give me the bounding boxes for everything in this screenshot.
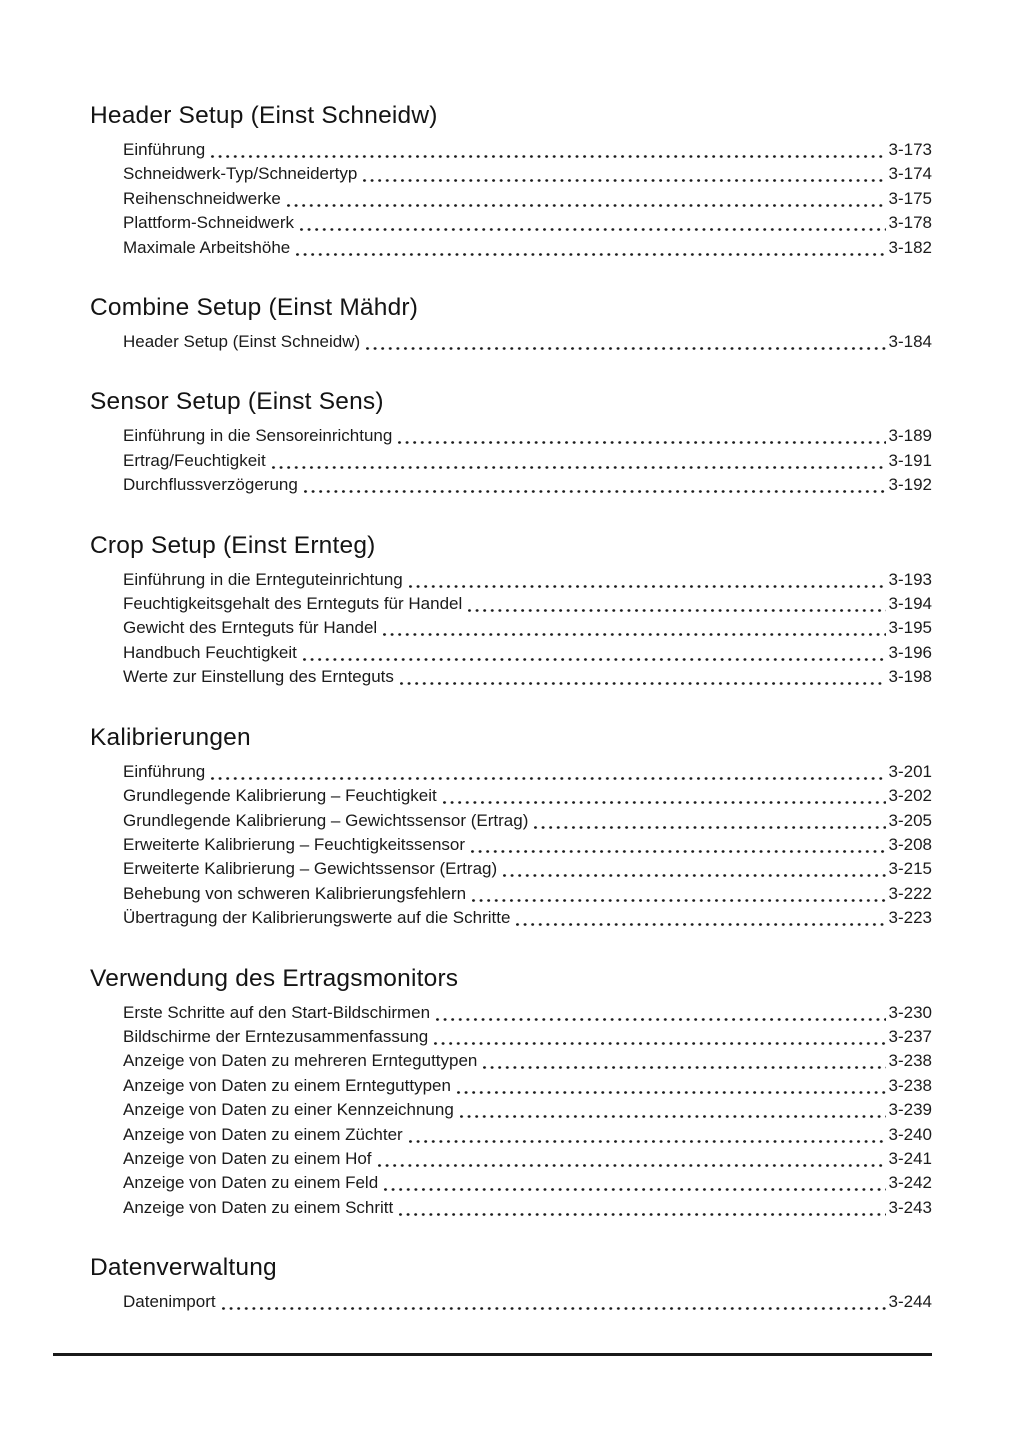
toc-entry-page-number: 3-222 bbox=[888, 883, 932, 903]
toc-entry-page-number: 3-173 bbox=[888, 140, 932, 159]
toc-entry-label: Einführung in die Sensoreinrichtung bbox=[123, 426, 393, 446]
toc-entry-page-number: 3-241 bbox=[888, 1148, 932, 1168]
toc-entry-page-number: 3-237 bbox=[888, 1026, 932, 1046]
toc-entry bbox=[90, 162, 932, 186]
dot-leader bbox=[457, 1074, 886, 1098]
toc-entry bbox=[90, 641, 932, 665]
dot-leader bbox=[272, 449, 886, 473]
toc-entry bbox=[90, 760, 932, 784]
toc-entry-label: Behebung von schweren Kalibrierungsfehlern bbox=[123, 883, 467, 903]
toc-entry-page-number: 3-238 bbox=[888, 1051, 932, 1071]
toc-entry bbox=[90, 1049, 932, 1073]
toc-entry-page-number: 3-196 bbox=[888, 642, 932, 662]
toc-entry bbox=[90, 473, 932, 497]
dot-leader bbox=[211, 138, 885, 162]
dot-leader bbox=[443, 784, 886, 808]
dot-leader bbox=[503, 857, 885, 881]
toc-entry-page-number: 3-215 bbox=[888, 859, 932, 879]
toc-entry-page-number: 3-195 bbox=[888, 618, 932, 638]
toc-entry-label: Erweiterte Kalibrierung – Feuchtigkeitssensor bbox=[123, 834, 466, 854]
toc-entry-label: Erweiterte Kalibrierung – Gewichtssensor (Ertrag) bbox=[123, 859, 498, 879]
toc-entry bbox=[90, 1025, 932, 1049]
dot-leader bbox=[378, 1147, 886, 1171]
dot-leader bbox=[399, 1196, 885, 1220]
toc-entry-page-number: 3-198 bbox=[888, 667, 932, 687]
section-title: Verwendung des Ertragsmonitors bbox=[90, 964, 459, 992]
dot-leader bbox=[398, 424, 885, 448]
toc-entry-label: Plattform-Schneidwerk bbox=[123, 213, 295, 233]
toc-entry-page-number: 3-182 bbox=[888, 237, 932, 257]
dot-leader bbox=[516, 906, 885, 930]
section-title: Sensor Setup (Einst Sens) bbox=[90, 388, 384, 416]
section-title: Datenverwaltung bbox=[90, 1254, 277, 1282]
toc-section bbox=[90, 102, 932, 260]
toc-entry-label: Gewicht des Ernteguts für Handel bbox=[123, 618, 378, 638]
dot-leader bbox=[409, 568, 886, 592]
toc-entry-label: Datenimport bbox=[123, 1292, 216, 1312]
toc-entry-label: Durchflussverzögerung bbox=[123, 475, 298, 495]
toc-entry bbox=[90, 449, 932, 473]
section-title: Crop Setup (Einst Ernteg) bbox=[90, 531, 376, 559]
toc-entry-page-number: 3-239 bbox=[888, 1100, 932, 1120]
toc-entry-label: Werte zur Einstellung des Ernteguts bbox=[123, 667, 394, 687]
toc-entry-page-number: 3-230 bbox=[888, 1002, 932, 1022]
toc-entry-label: Erste Schritte auf den Start-Bildschirmen bbox=[123, 1002, 431, 1022]
toc-section bbox=[90, 724, 932, 931]
toc-entry bbox=[90, 833, 932, 857]
toc-entry-label: Feuchtigkeitsgehalt des Ernteguts für Handel bbox=[123, 594, 463, 614]
toc-entry bbox=[90, 1098, 932, 1122]
toc-entry-page-number: 3-192 bbox=[888, 475, 932, 495]
toc-entry-label: Reihenschneidwerke bbox=[123, 188, 281, 208]
toc-entry-label: Anzeige von Daten zu einem Ernteguttypen bbox=[123, 1075, 451, 1095]
dot-leader bbox=[483, 1049, 885, 1073]
dot-leader bbox=[211, 760, 885, 784]
section-title: Header Setup (Einst Schneidw) bbox=[90, 102, 438, 129]
toc-section bbox=[90, 532, 932, 690]
toc-entry-label: Grundlegende Kalibrierung – Feuchtigkeit bbox=[123, 786, 437, 806]
toc-entry bbox=[90, 211, 932, 235]
dot-leader bbox=[472, 882, 885, 906]
toc-entry-page-number: 3-243 bbox=[888, 1197, 932, 1217]
dot-leader bbox=[366, 330, 885, 354]
toc-section bbox=[90, 388, 932, 497]
toc-entry-page-number: 3-201 bbox=[888, 761, 932, 781]
dot-leader bbox=[384, 1171, 885, 1195]
toc-entry bbox=[90, 138, 932, 162]
toc-entry-page-number: 3-242 bbox=[888, 1173, 932, 1193]
toc-entry bbox=[90, 1147, 932, 1171]
toc-entry bbox=[90, 187, 932, 211]
dot-leader bbox=[400, 665, 886, 689]
dot-leader bbox=[296, 236, 885, 260]
toc-entry bbox=[90, 236, 932, 260]
toc-entry-page-number: 3-191 bbox=[888, 450, 932, 470]
toc-entry-label: Header Setup (Einst Schneidw) bbox=[123, 332, 361, 352]
section-title: Combine Setup (Einst Mähdr) bbox=[90, 294, 419, 322]
toc-entry bbox=[90, 1123, 932, 1147]
dot-leader bbox=[303, 641, 886, 665]
toc-entry-page-number: 3-178 bbox=[888, 213, 932, 233]
toc-entry-page-number: 3-202 bbox=[888, 786, 932, 806]
toc-entry-label: Anzeige von Daten zu einem Feld bbox=[123, 1173, 379, 1193]
toc-section bbox=[90, 294, 932, 354]
toc-section bbox=[90, 965, 932, 1221]
dot-leader bbox=[534, 809, 885, 833]
toc-entry bbox=[90, 1290, 932, 1314]
toc-entry-page-number: 3-208 bbox=[888, 834, 932, 854]
dot-leader bbox=[409, 1123, 886, 1147]
toc-entry-label: Grundlegende Kalibrierung – Gewichtssensor (Ertrag) bbox=[123, 810, 529, 830]
dot-leader bbox=[468, 592, 885, 616]
dot-leader bbox=[222, 1290, 886, 1314]
toc-entry bbox=[90, 330, 932, 354]
dot-leader bbox=[363, 162, 885, 186]
toc-entry bbox=[90, 1196, 932, 1220]
toc-entry-label: Einführung in die Ernteguteinrichtung bbox=[123, 569, 403, 589]
toc-entry-page-number: 3-175 bbox=[888, 188, 932, 208]
toc-entry-label: Anzeige von Daten zu einer Kennzeichnung bbox=[123, 1100, 454, 1120]
toc-entry-page-number: 3-205 bbox=[888, 810, 932, 830]
toc-entry-label: Ertrag/Feuchtigkeit bbox=[123, 450, 266, 470]
toc-entry-label: Einführung bbox=[123, 140, 206, 159]
toc-entry-page-number: 3-184 bbox=[888, 332, 932, 352]
toc-section bbox=[90, 1254, 932, 1314]
toc-entry-label: Schneidwerk-Typ/Schneidertyp bbox=[123, 164, 358, 184]
toc-entry-label: Übertragung der Kalibrierungswerte auf die Schritte bbox=[123, 908, 511, 928]
toc-entry bbox=[90, 1001, 932, 1025]
toc-entry-page-number: 3-244 bbox=[888, 1292, 932, 1312]
toc-entry bbox=[90, 616, 932, 640]
toc-entry-page-number: 3-240 bbox=[888, 1124, 932, 1144]
toc-entry bbox=[90, 784, 932, 808]
toc-entry-label: Maximale Arbeitshöhe bbox=[123, 237, 291, 257]
toc-entry bbox=[90, 568, 932, 592]
toc-entry bbox=[90, 882, 932, 906]
toc-entry-label: Anzeige von Daten zu einem Züchter bbox=[123, 1124, 403, 1144]
dot-leader bbox=[471, 833, 885, 857]
section-title: Kalibrierungen bbox=[90, 723, 251, 751]
toc-entry bbox=[90, 809, 932, 833]
toc-entry-label: Handbuch Feuchtigkeit bbox=[123, 642, 297, 662]
dot-leader bbox=[300, 211, 886, 235]
dot-leader bbox=[436, 1001, 885, 1025]
toc-entry-label: Einführung bbox=[123, 761, 206, 781]
dot-leader bbox=[460, 1098, 886, 1122]
toc-entry bbox=[90, 1074, 932, 1098]
toc-entry-label: Anzeige von Daten zu mehreren Ernteguttypen bbox=[123, 1051, 478, 1071]
toc-entry-page-number: 3-193 bbox=[888, 569, 932, 589]
toc-entry bbox=[90, 906, 932, 930]
toc-entry bbox=[90, 592, 932, 616]
toc-entry-label: Bildschirme der Erntezusammenfassung bbox=[123, 1026, 429, 1046]
toc-entry bbox=[90, 665, 932, 689]
footer-divider bbox=[53, 1353, 932, 1356]
toc-entry bbox=[90, 857, 932, 881]
dot-leader bbox=[434, 1025, 885, 1049]
toc-entry-page-number: 3-223 bbox=[888, 908, 932, 928]
toc-entry-page-number: 3-238 bbox=[888, 1075, 932, 1095]
toc-entry bbox=[90, 1171, 932, 1195]
dot-leader bbox=[304, 473, 886, 497]
toc-entry-page-number: 3-189 bbox=[888, 426, 932, 446]
toc-entry-page-number: 3-194 bbox=[888, 594, 932, 614]
toc-entry-label: Anzeige von Daten zu einem Hof bbox=[123, 1148, 372, 1168]
toc-entry-label: Anzeige von Daten zu einem Schritt bbox=[123, 1197, 394, 1217]
toc-entry-page-number: 3-174 bbox=[888, 164, 932, 184]
dot-leader bbox=[287, 187, 886, 211]
dot-leader bbox=[383, 616, 885, 640]
toc-entry bbox=[90, 424, 932, 448]
